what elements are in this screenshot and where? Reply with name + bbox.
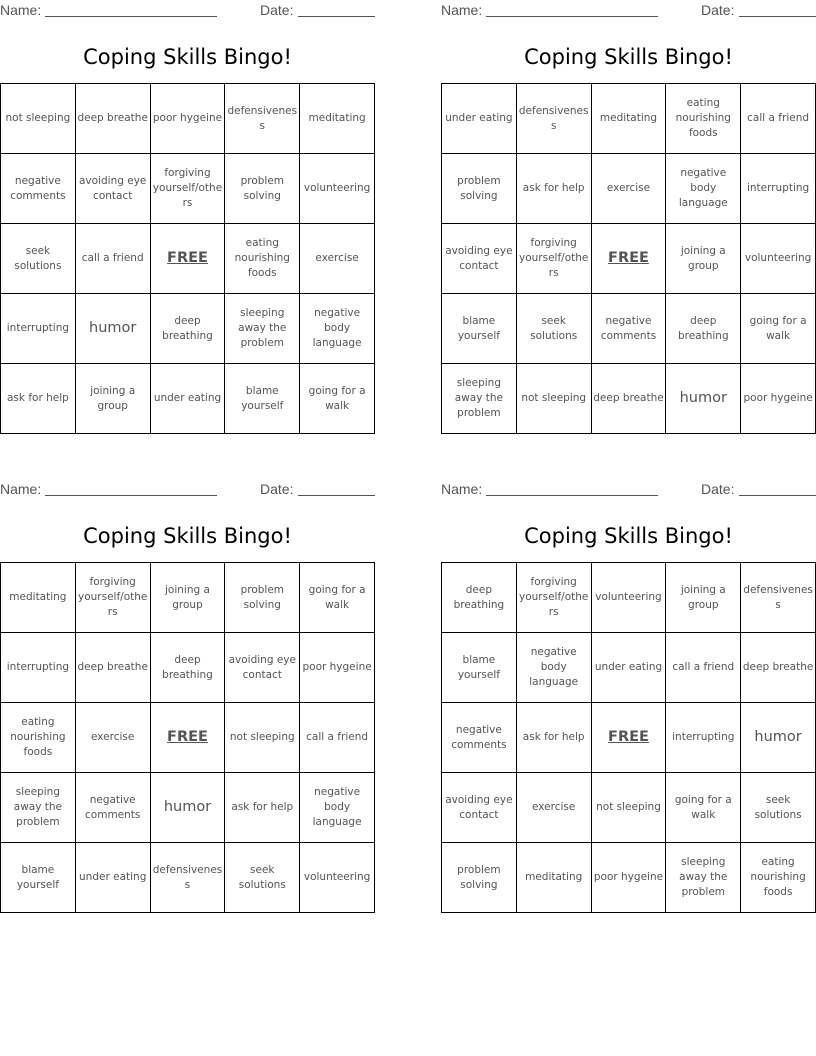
bingo-cell: volunteering bbox=[300, 843, 375, 913]
bingo-cell: problem solving bbox=[442, 843, 517, 913]
bingo-cell: negative body language bbox=[517, 633, 592, 703]
bingo-cell: negative comments bbox=[442, 703, 517, 773]
bingo-cell: call a friend bbox=[76, 224, 151, 294]
bingo-cell: problem solving bbox=[442, 154, 517, 224]
bingo-cell: avoiding eye contact bbox=[225, 633, 300, 703]
bingo-cell: avoiding eye contact bbox=[442, 224, 517, 294]
bingo-cell: eating nourishing foods bbox=[741, 843, 816, 913]
bingo-card-3 bbox=[0, 479, 376, 891]
bingo-cell: under eating bbox=[442, 84, 517, 154]
bingo-cell: negative body language bbox=[300, 773, 375, 843]
bingo-cell: deep breathe bbox=[592, 364, 667, 434]
bingo-cell: sleeping away the problem bbox=[225, 294, 300, 364]
bingo-card-2 bbox=[441, 0, 816, 419]
bingo-cell: not sleeping bbox=[225, 703, 300, 773]
bingo-cell: seek solutions bbox=[1, 224, 76, 294]
bingo-cell: eating nourishing foods bbox=[666, 84, 741, 154]
bingo-cell: blame yourself bbox=[442, 633, 517, 703]
name-label: Name: bbox=[0, 2, 42, 18]
bingo-cell: seek solutions bbox=[225, 843, 300, 913]
bingo-cell: defensiveness bbox=[741, 563, 816, 633]
free-space-cell: FREE bbox=[592, 224, 667, 294]
bingo-cell: defensiveness bbox=[517, 84, 592, 154]
bingo-cell: not sleeping bbox=[517, 364, 592, 434]
bingo-cell: deep breathe bbox=[741, 633, 816, 703]
bingo-cell: defensiveness bbox=[151, 843, 226, 913]
bingo-cell: negative comments bbox=[1, 154, 76, 224]
bingo-cell: call a friend bbox=[300, 703, 375, 773]
bingo-cell: forgiving yourself/others bbox=[517, 224, 592, 294]
card-title: Coping Skills Bingo! bbox=[83, 524, 292, 548]
bingo-cell: forgiving yourself/others bbox=[517, 563, 592, 633]
free-space-cell: FREE bbox=[592, 703, 667, 773]
bingo-cell: interrupting bbox=[666, 703, 741, 773]
bingo-cell: eating nourishing foods bbox=[1, 703, 76, 773]
bingo-cell: joining a group bbox=[76, 364, 151, 434]
bingo-cell: humor bbox=[151, 773, 226, 843]
bingo-cell: humor bbox=[741, 703, 816, 773]
bingo-cell: sleeping away the problem bbox=[1, 773, 76, 843]
bingo-cell: exercise bbox=[592, 154, 667, 224]
bingo-cell: meditating bbox=[517, 843, 592, 913]
free-space-cell: FREE bbox=[151, 224, 226, 294]
bingo-cell: under eating bbox=[592, 633, 667, 703]
bingo-cell: ask for help bbox=[1, 364, 76, 434]
name-field[interactable] bbox=[45, 495, 217, 496]
card-title: Coping Skills Bingo! bbox=[524, 45, 733, 69]
name-field[interactable] bbox=[486, 16, 658, 17]
bingo-cell: joining a group bbox=[151, 563, 226, 633]
bingo-cell: problem solving bbox=[225, 563, 300, 633]
bingo-cell: deep breathing bbox=[666, 294, 741, 364]
bingo-cell: deep breathing bbox=[442, 563, 517, 633]
bingo-cell: exercise bbox=[76, 703, 151, 773]
bingo-cell: going for a walk bbox=[300, 563, 375, 633]
bingo-cell: defensiveness bbox=[225, 84, 300, 154]
bingo-cell: deep breathe bbox=[76, 633, 151, 703]
bingo-cell: poor hygeine bbox=[300, 633, 375, 703]
bingo-card-1 bbox=[0, 0, 376, 412]
name-field[interactable] bbox=[45, 16, 217, 17]
bingo-grid bbox=[0, 562, 375, 913]
bingo-cell: sleeping away the problem bbox=[442, 364, 517, 434]
bingo-cell: ask for help bbox=[517, 154, 592, 224]
card-title: Coping Skills Bingo! bbox=[83, 45, 292, 69]
bingo-cell: seek solutions bbox=[741, 773, 816, 843]
bingo-cell: interrupting bbox=[1, 633, 76, 703]
bingo-cell: poor hygeine bbox=[741, 364, 816, 434]
bingo-cell: ask for help bbox=[225, 773, 300, 843]
bingo-cell: interrupting bbox=[1, 294, 76, 364]
bingo-cell: going for a walk bbox=[666, 773, 741, 843]
bingo-cell: deep breathing bbox=[151, 633, 226, 703]
name-label: Name: bbox=[441, 481, 483, 497]
bingo-grid bbox=[0, 83, 375, 434]
bingo-cell: forgiving yourself/others bbox=[151, 154, 226, 224]
bingo-cell: volunteering bbox=[741, 224, 816, 294]
bingo-cell: sleeping away the problem bbox=[666, 843, 741, 913]
date-label: Date: bbox=[701, 2, 735, 18]
bingo-grid bbox=[441, 83, 816, 434]
bingo-cell: humor bbox=[666, 364, 741, 434]
bingo-cell: ask for help bbox=[517, 703, 592, 773]
bingo-cell: not sleeping bbox=[1, 84, 76, 154]
bingo-cell: poor hygeine bbox=[592, 843, 667, 913]
bingo-cell: humor bbox=[76, 294, 151, 364]
bingo-cell: negative comments bbox=[76, 773, 151, 843]
bingo-cell: meditating bbox=[592, 84, 667, 154]
date-label: Date: bbox=[701, 481, 735, 497]
bingo-cell: eating nourishing foods bbox=[225, 224, 300, 294]
card-header bbox=[441, 479, 816, 501]
bingo-grid bbox=[441, 562, 816, 913]
bingo-cell: forgiving yourself/others bbox=[76, 563, 151, 633]
bingo-card-4 bbox=[441, 479, 816, 898]
bingo-cell: going for a walk bbox=[300, 364, 375, 434]
date-field[interactable] bbox=[739, 16, 816, 17]
bingo-cell: volunteering bbox=[592, 563, 667, 633]
bingo-cell: avoiding eye contact bbox=[442, 773, 517, 843]
bingo-cell: under eating bbox=[151, 364, 226, 434]
bingo-cell: poor hygeine bbox=[151, 84, 226, 154]
bingo-cell: seek solutions bbox=[517, 294, 592, 364]
card-header bbox=[0, 0, 376, 22]
card-header bbox=[0, 479, 376, 501]
bingo-cell: interrupting bbox=[741, 154, 816, 224]
free-space-cell: FREE bbox=[151, 703, 226, 773]
bingo-cell: meditating bbox=[300, 84, 375, 154]
bingo-cell: exercise bbox=[300, 224, 375, 294]
bingo-cell: volunteering bbox=[300, 154, 375, 224]
bingo-cell: avoiding eye contact bbox=[76, 154, 151, 224]
bingo-cell: negative comments bbox=[592, 294, 667, 364]
bingo-cell: exercise bbox=[517, 773, 592, 843]
bingo-cell: deep breathe bbox=[76, 84, 151, 154]
bingo-cell: not sleeping bbox=[592, 773, 667, 843]
bingo-cell: under eating bbox=[76, 843, 151, 913]
name-label: Name: bbox=[0, 481, 42, 497]
name-field[interactable] bbox=[486, 495, 658, 496]
date-field[interactable] bbox=[298, 16, 375, 17]
bingo-cell: blame yourself bbox=[442, 294, 517, 364]
bingo-cell: blame yourself bbox=[225, 364, 300, 434]
card-header bbox=[441, 0, 816, 22]
bingo-cell: joining a group bbox=[666, 563, 741, 633]
date-label: Date: bbox=[260, 2, 294, 18]
bingo-cell: meditating bbox=[1, 563, 76, 633]
bingo-cell: blame yourself bbox=[1, 843, 76, 913]
bingo-cell: deep breathing bbox=[151, 294, 226, 364]
bingo-cell: call a friend bbox=[666, 633, 741, 703]
date-field[interactable] bbox=[739, 495, 816, 496]
bingo-cell: joining a group bbox=[666, 224, 741, 294]
bingo-cell: negative body language bbox=[300, 294, 375, 364]
name-label: Name: bbox=[441, 2, 483, 18]
card-title: Coping Skills Bingo! bbox=[524, 524, 733, 548]
date-field[interactable] bbox=[298, 495, 375, 496]
bingo-cell: problem solving bbox=[225, 154, 300, 224]
bingo-cell: going for a walk bbox=[741, 294, 816, 364]
bingo-cell: call a friend bbox=[741, 84, 816, 154]
bingo-cell: negative body language bbox=[666, 154, 741, 224]
date-label: Date: bbox=[260, 481, 294, 497]
